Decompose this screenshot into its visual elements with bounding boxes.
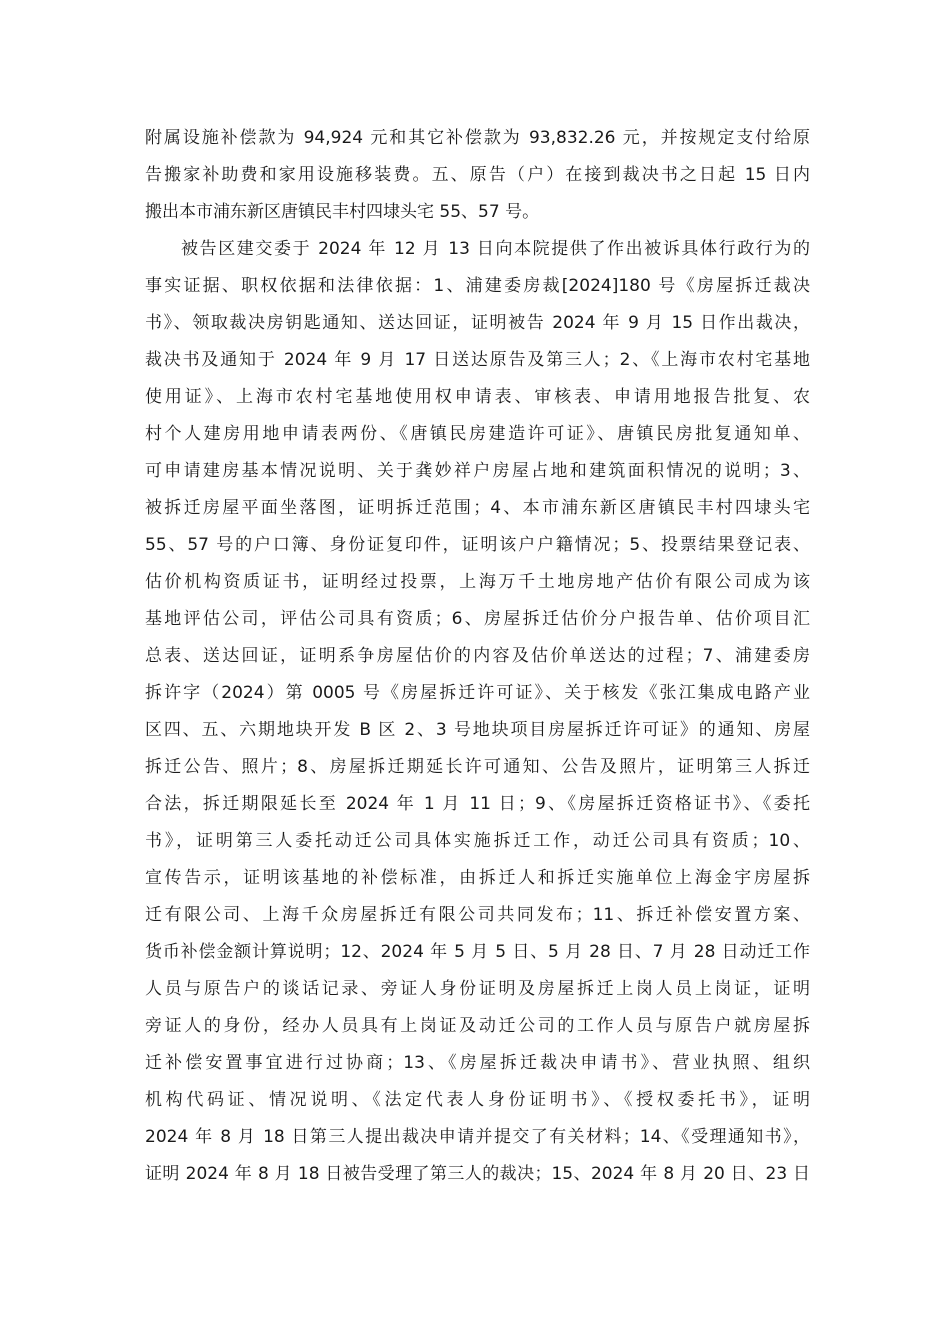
text-line: 区四、五、六期地块开发 B 区 2、3 号地块项目房屋拆迁许可证》的通知、房屋 xyxy=(145,720,810,740)
text-line: 人员与原告户的谈话记录、旁证人身份证明及房屋拆迁上岗人员上岗证，证明 xyxy=(145,979,810,999)
text-line: 估价机构资质证书，证明经过投票，上海万千土地房地产估价有限公司成为该 xyxy=(145,572,810,592)
text-line: 拆迁公告、照片；8、房屋拆迁期延长许可通知、公告及照片，证明第三人拆迁 xyxy=(145,757,810,777)
text-line: 被拆迁房屋平面坐落图，证明拆迁范围；4、本市浦东新区唐镇民丰村四埭头宅 xyxy=(145,498,810,518)
text-line: 合法，拆迁期限延长至 2024 年 1 月 11 日；9、《房屋拆迁资格证书》、《委托 xyxy=(145,794,810,814)
text-line: 书》、领取裁决房钥匙通知、送达回证，证明被告 2024 年 9 月 15 日作出裁决， xyxy=(145,313,810,333)
text-line: 货币补偿金额计算说明；12、2024 年 5 月 5 日、5 月 28 日、7 月 28 日动迁工作 xyxy=(145,942,810,962)
text-line: 裁决书及通知于 2024 年 9 月 17 日送达原告及第三人；2、《上海市农村宅基地 xyxy=(145,350,810,370)
text-line: 搬出本市浦东新区唐镇民丰村四埭头宅 55、57 号。 xyxy=(145,202,540,222)
text-line: 迁补偿安置事宜进行过协商；13、《房屋拆迁裁决申请书》、营业执照、组织 xyxy=(145,1053,810,1073)
text-line: 书》，证明第三人委托动迁公司具体实施拆迁工作，动迁公司具有资质；10、 xyxy=(145,831,810,851)
text-line: 可申请建房基本情况说明、关于龚妙祥户房屋占地和建筑面积情况的说明；3、 xyxy=(145,461,810,481)
text-line: 迁有限公司、上海千众房屋拆迁有限公司共同发布；11、拆迁补偿安置方案、 xyxy=(145,905,810,925)
text-line: 基地评估公司，评估公司具有资质；6、房屋拆迁估价分户报告单、估价项目汇 xyxy=(145,609,810,629)
text-line: 55、57 号的户口簿、身份证复印件，证明该户户籍情况；5、投票结果登记表、 xyxy=(145,535,810,555)
text-line: 使用证》、上海市农村宅基地使用权申请表、审核表、申请用地报告批复、农 xyxy=(145,387,810,407)
text-line: 旁证人的身份，经办人员具有上岗证及动迁公司的工作人员与原告户就房屋拆 xyxy=(145,1016,810,1036)
text-line: 证明 2024 年 8 月 18 日被告受理了第三人的裁决；15、2024 年 8 月 20 日、23 日 xyxy=(145,1164,810,1184)
document-body xyxy=(145,120,810,1193)
text-line: 宣传告示，证明该基地的补偿标准，由拆迁人和拆迁实施单位上海金宇房屋拆 xyxy=(145,868,810,888)
text-line: 2024 年 8 月 18 日第三人提出裁决申请并提交了有关材料；14、《受理通知书》， xyxy=(145,1127,810,1147)
text-line: 告搬家补助费和家用设施移装费。五、原告（户）在接到裁决书之日起 15 日内 xyxy=(145,165,810,185)
paragraph-1 xyxy=(145,120,810,231)
text-line: 附属设施补偿款为 94,924 元和其它补偿款为 93,832.26 元，并按规定支付给原 xyxy=(145,128,810,148)
text-line: 拆许字（2024）第 0005 号《房屋拆迁许可证》、关于核发《张江集成电路产业 xyxy=(145,683,810,703)
text-line: 总表、送达回证，证明系争房屋估价的内容及估价单送达的过程；7、浦建委房 xyxy=(145,646,810,666)
text-line: 机构代码证、情况说明、《法定代表人身份证明书》、《授权委托书》，证明 xyxy=(145,1090,810,1110)
text-line: 被告区建交委于 2024 年 12 月 13 日向本院提供了作出被诉具体行政行为的 xyxy=(181,239,810,259)
text-line: 事实证据、职权依据和法律依据：1、浦建委房裁[2024]180 号《房屋拆迁裁决 xyxy=(145,276,810,296)
paragraph-2 xyxy=(145,231,810,1193)
text-line: 村个人建房用地申请表两份、《唐镇民房建造许可证》、唐镇民房批复通知单、 xyxy=(145,424,810,444)
